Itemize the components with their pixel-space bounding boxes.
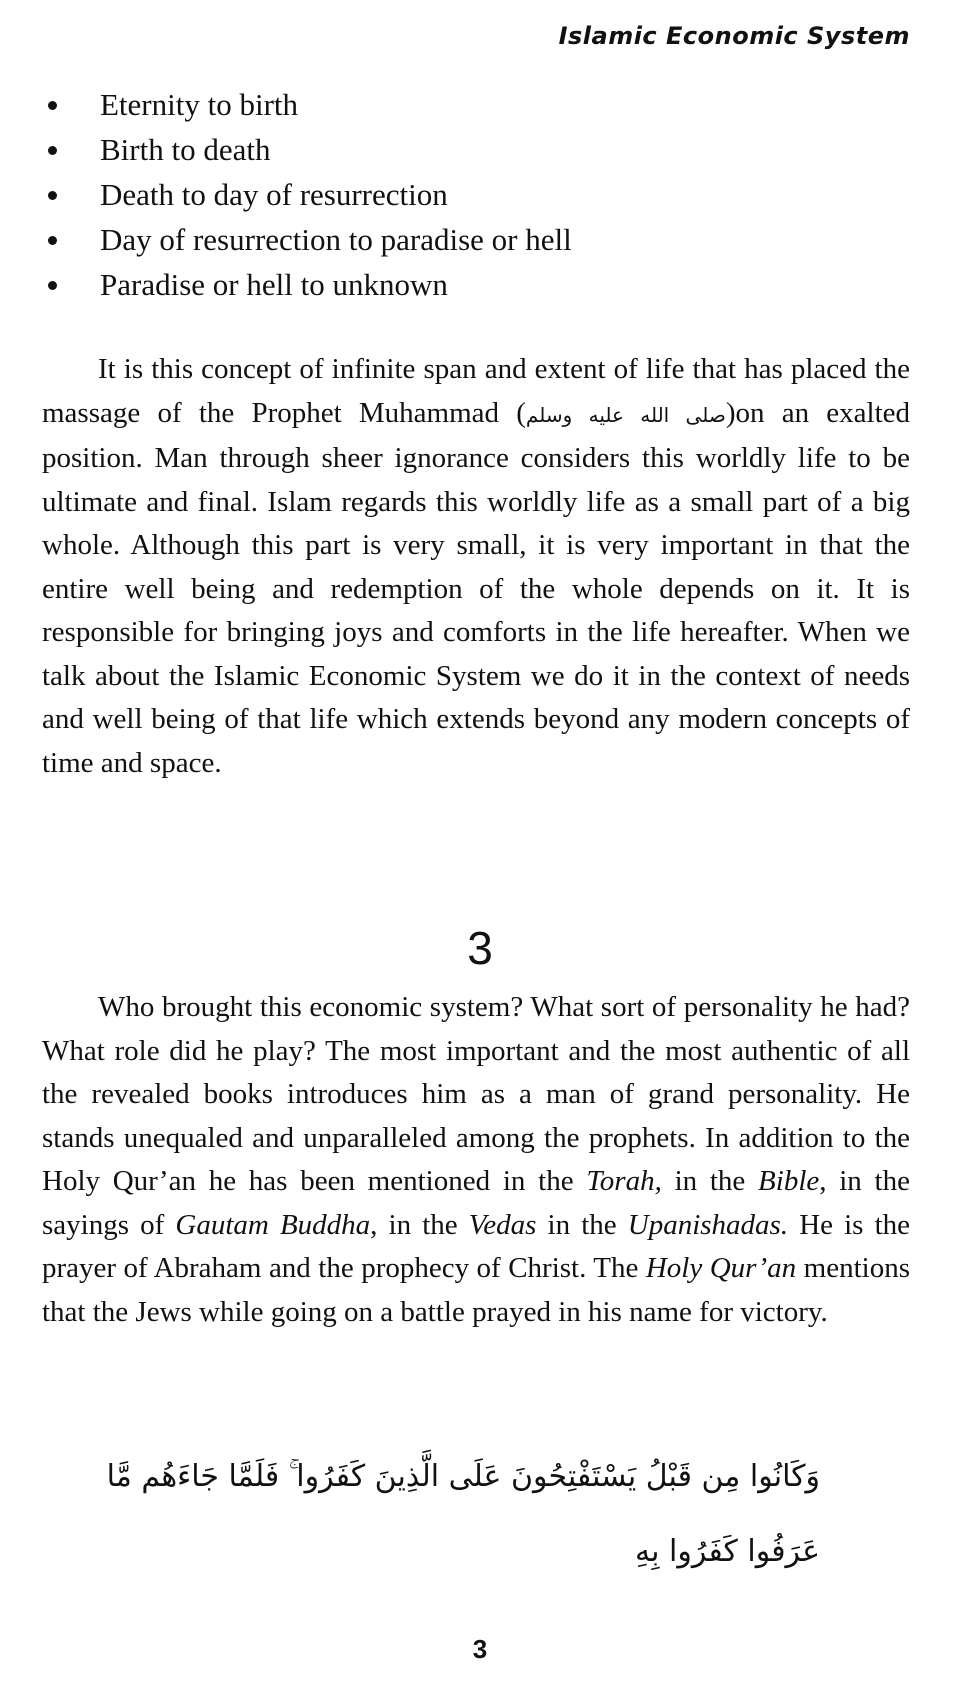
list-item [42, 217, 902, 262]
paragraph-text: )on an exalted position. Man through sheer ignorance considers this worldly life to be ultimate and final. Islam regards this worldly life as a small part of a big whole. Although this part is very small, it is very important in that the entire well being and redemption of the whole depends on it. It is responsible for bringing joys and comforts in the life hereafter. When we talk about the Islamic Economic System we do it in the context of needs and well being of that life which extends beyond any modern concepts of time and space. [42, 396, 911, 779]
paragraph-text: It is this concept of infinite span and extent of life that has placed the massage of the Prophet Muhammad ( [42, 353, 910, 429]
paragraph-text: , in the [370, 1208, 469, 1241]
page-number: 3 [472, 1634, 488, 1664]
list-item [42, 127, 902, 172]
section-number: 3 [467, 922, 493, 974]
list-item [42, 262, 902, 307]
paragraph-who-brought [42, 986, 910, 1334]
book-title-torah: Torah, [586, 1165, 662, 1197]
bullet-icon [48, 191, 57, 200]
bullet-icon [48, 101, 57, 110]
running-header: Islamic Economic System [558, 22, 910, 50]
paragraph-infinite-life [42, 348, 910, 785]
list-item-text: Birth to death [100, 132, 271, 167]
bullet-icon [48, 281, 57, 290]
paragraph-text: mentions that the Jews while going on a battle prayed in his name for victory. [42, 1252, 910, 1328]
list-item-text: Paradise or hell to unknown [100, 267, 448, 302]
name-gautam-buddha: Gautam Buddha [175, 1208, 371, 1241]
list-item-text: Day of resurrection to paradise or hell [100, 222, 572, 257]
quran-verse-line-1: وَكَانُوا مِن قَبْلُ يَسْتَفْتِحُونَ عَلَى الَّذِينَ كَفَرُوا ۚ فَلَمَّا جَاءَهُم مَّا [106, 1459, 820, 1494]
honorific-arabic: صلى الله عليه وسلم [525, 402, 726, 427]
paragraph-text: in the [536, 1208, 628, 1241]
list-item [42, 172, 902, 217]
list-item-text: Eternity to birth [100, 87, 299, 122]
book-title-quran: Holy Qur’an [645, 1252, 797, 1284]
book-title-vedas: Vedas [468, 1208, 537, 1241]
paragraph-text: Who brought this economic system? What sort of personality he had? What role did he play? The most important and the most authentic of all the revealed books introduces him as a man of grand personality. He stands unequaled and unparalleled among the prophets. In addition to the Holy Qur’an he has been mentioned in the [42, 991, 910, 1197]
stages-list [42, 82, 902, 307]
paragraph-text: in the [661, 1165, 759, 1197]
book-title-upanishadas: Upanishadas. [627, 1208, 789, 1241]
list-item-text: Death to day of resurrection [100, 177, 448, 212]
quran-verse-line-2: عَرَفُوا كَفَرُوا بِهِ [635, 1534, 820, 1569]
paragraph-text: , in the sayings of [42, 1165, 910, 1241]
bullet-icon [48, 146, 57, 155]
book-title-bible: Bible [758, 1165, 820, 1197]
paragraph-text: He is the prayer of Abraham and the prophecy of Christ. The [42, 1208, 910, 1284]
list-item [42, 82, 902, 127]
bullet-icon [48, 236, 57, 245]
